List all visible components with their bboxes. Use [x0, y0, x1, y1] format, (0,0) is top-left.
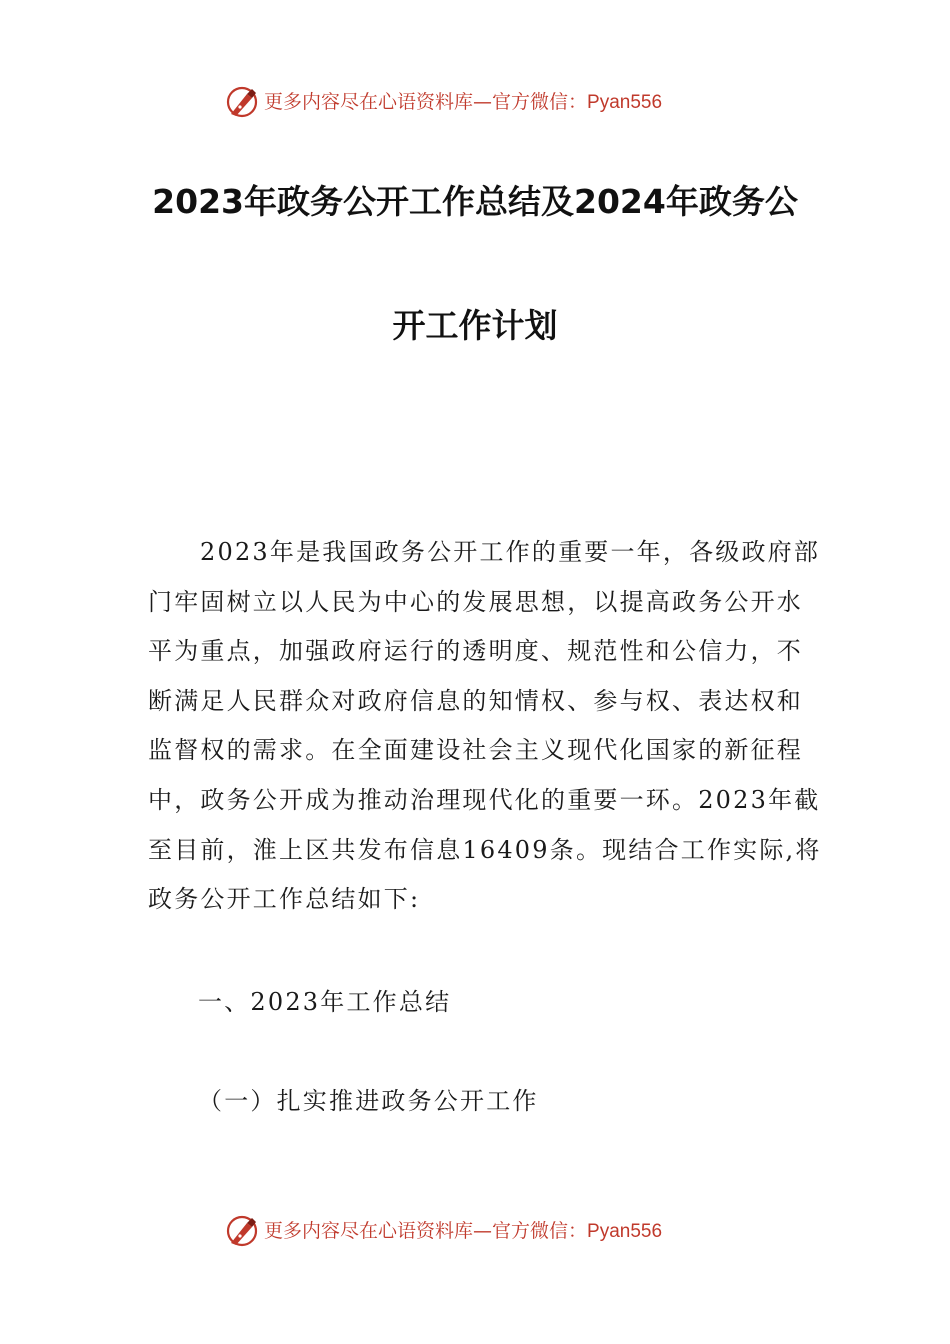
paragraph-line: 平为重点，加强政府运行的透明度、规范性和公信力，不 — [148, 637, 803, 666]
document-title-line-1: 2023年政务公开工作总结及2024年政务公 — [152, 182, 798, 221]
paragraph-line: 监督权的需求。在全面建设社会主义现代化国家的新征程 — [148, 736, 803, 765]
banner-brand: 更多内容尽在心语资料库 — [264, 91, 474, 113]
header-banner — [0, 82, 950, 122]
footer-banner — [0, 1211, 950, 1251]
intro-paragraph — [148, 528, 822, 925]
document-title-line-2: 开工作计划 — [392, 306, 558, 345]
banner-text — [264, 1219, 662, 1244]
pen-nib-logo-icon — [225, 1213, 261, 1249]
banner-handle: Pyan556 — [587, 1221, 663, 1242]
pen-nib-logo-icon — [225, 84, 261, 120]
paragraph-line: 中，政务公开成为推动治理现代化的重要一环。2023年截 — [148, 785, 821, 814]
paragraph-line: 政务公开工作总结如下: — [148, 885, 421, 914]
paragraph-line: 至目前，淮上区共发布信息16409条。现结合工作实际,将 — [148, 835, 822, 864]
paragraph-line: 断满足人民群众对政府信息的知情权、参与权、表达权和 — [148, 686, 803, 715]
banner-wechat-label: —官方微信： — [473, 91, 588, 113]
banner-text — [264, 90, 662, 115]
paragraph-line: 2023年是我国政务公开工作的重要一年，各级政府部 — [200, 538, 821, 566]
banner-handle: Pyan556 — [587, 92, 663, 113]
paragraph-line: 门牢固树立以人民为中心的发展思想，以提高政务公开水 — [148, 587, 803, 616]
banner-wechat-label: —官方微信： — [473, 1220, 588, 1242]
subsection-heading: （一）扎实推进政务公开工作 — [198, 1087, 539, 1115]
banner-brand: 更多内容尽在心语资料库 — [264, 1220, 474, 1242]
section-heading: 一、2023年工作总结 — [198, 988, 452, 1016]
